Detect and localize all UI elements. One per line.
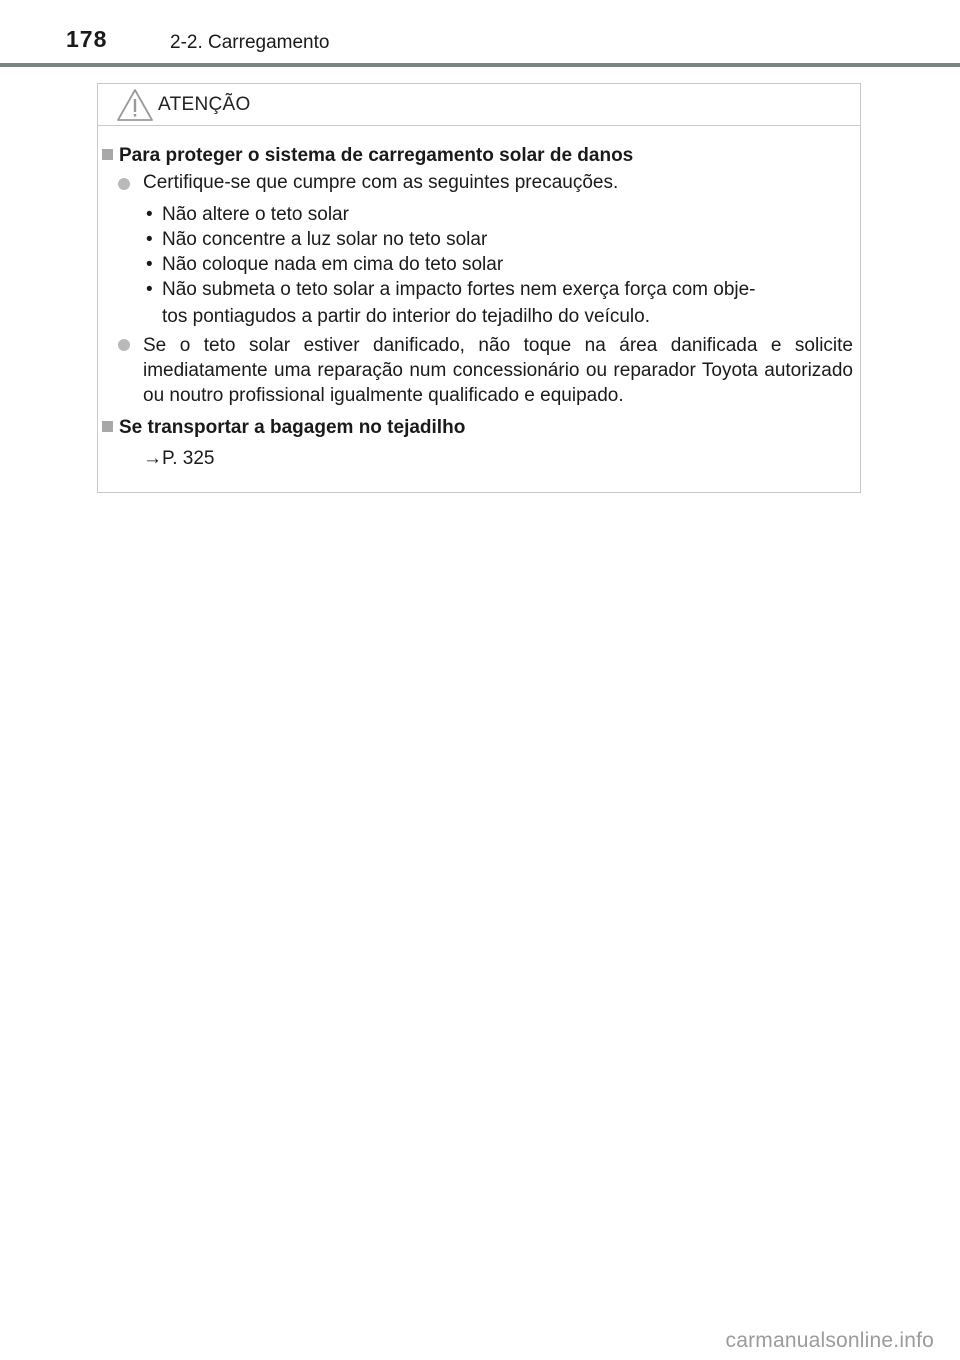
header-rule — [0, 63, 960, 67]
round-bullet-icon — [118, 339, 130, 351]
sub-item-text: Não altere o teto solar — [162, 204, 349, 225]
bullet-text: Certifique-se que cumpre com as seguintes precauções. — [143, 172, 619, 193]
sub-item-text: Não submeta o teto solar a impacto fortes nem exerça força com obje- — [162, 279, 756, 300]
page-number: 178 — [66, 26, 108, 52]
caution-header — [98, 84, 860, 126]
caution-title: ATENÇÃO — [158, 94, 251, 115]
page-reference: →P. 325 — [143, 448, 215, 469]
warning-triangle-icon — [116, 88, 154, 122]
sub-item-text: tos pontiagudos a partir do interior do tejadilho do veículo. — [162, 306, 650, 327]
square-bullet-icon — [102, 149, 113, 160]
sub-item: • — [146, 204, 153, 225]
round-bullet-icon — [118, 178, 130, 190]
watermark: carmanualsonline.info — [725, 1329, 934, 1352]
page-header — [0, 0, 960, 68]
caution-box — [97, 83, 861, 493]
sub-item-text: Não concentre a luz solar no teto solar — [162, 229, 488, 250]
sub-item-text: Não coloque nada em cima do teto solar — [162, 254, 504, 275]
section-heading: Se transportar a bagagem no tejadilho — [102, 417, 465, 439]
section-title: 2-2. Carregamento — [170, 32, 330, 53]
sub-item: • — [146, 279, 153, 300]
bullet-paragraph: Se o teto solar estiver danificado, não toque na área danificada e solicite imediatamente uma reparação num concessionário ou reparador Toyota autorizado ou noutro profissional igualmente qualificado e equipado. — [143, 335, 853, 406]
sub-item: • — [146, 229, 153, 250]
section-heading: Para proteger o sistema de carregamento solar de danos — [102, 145, 633, 167]
sub-item: • — [146, 254, 153, 275]
square-bullet-icon — [102, 421, 113, 432]
